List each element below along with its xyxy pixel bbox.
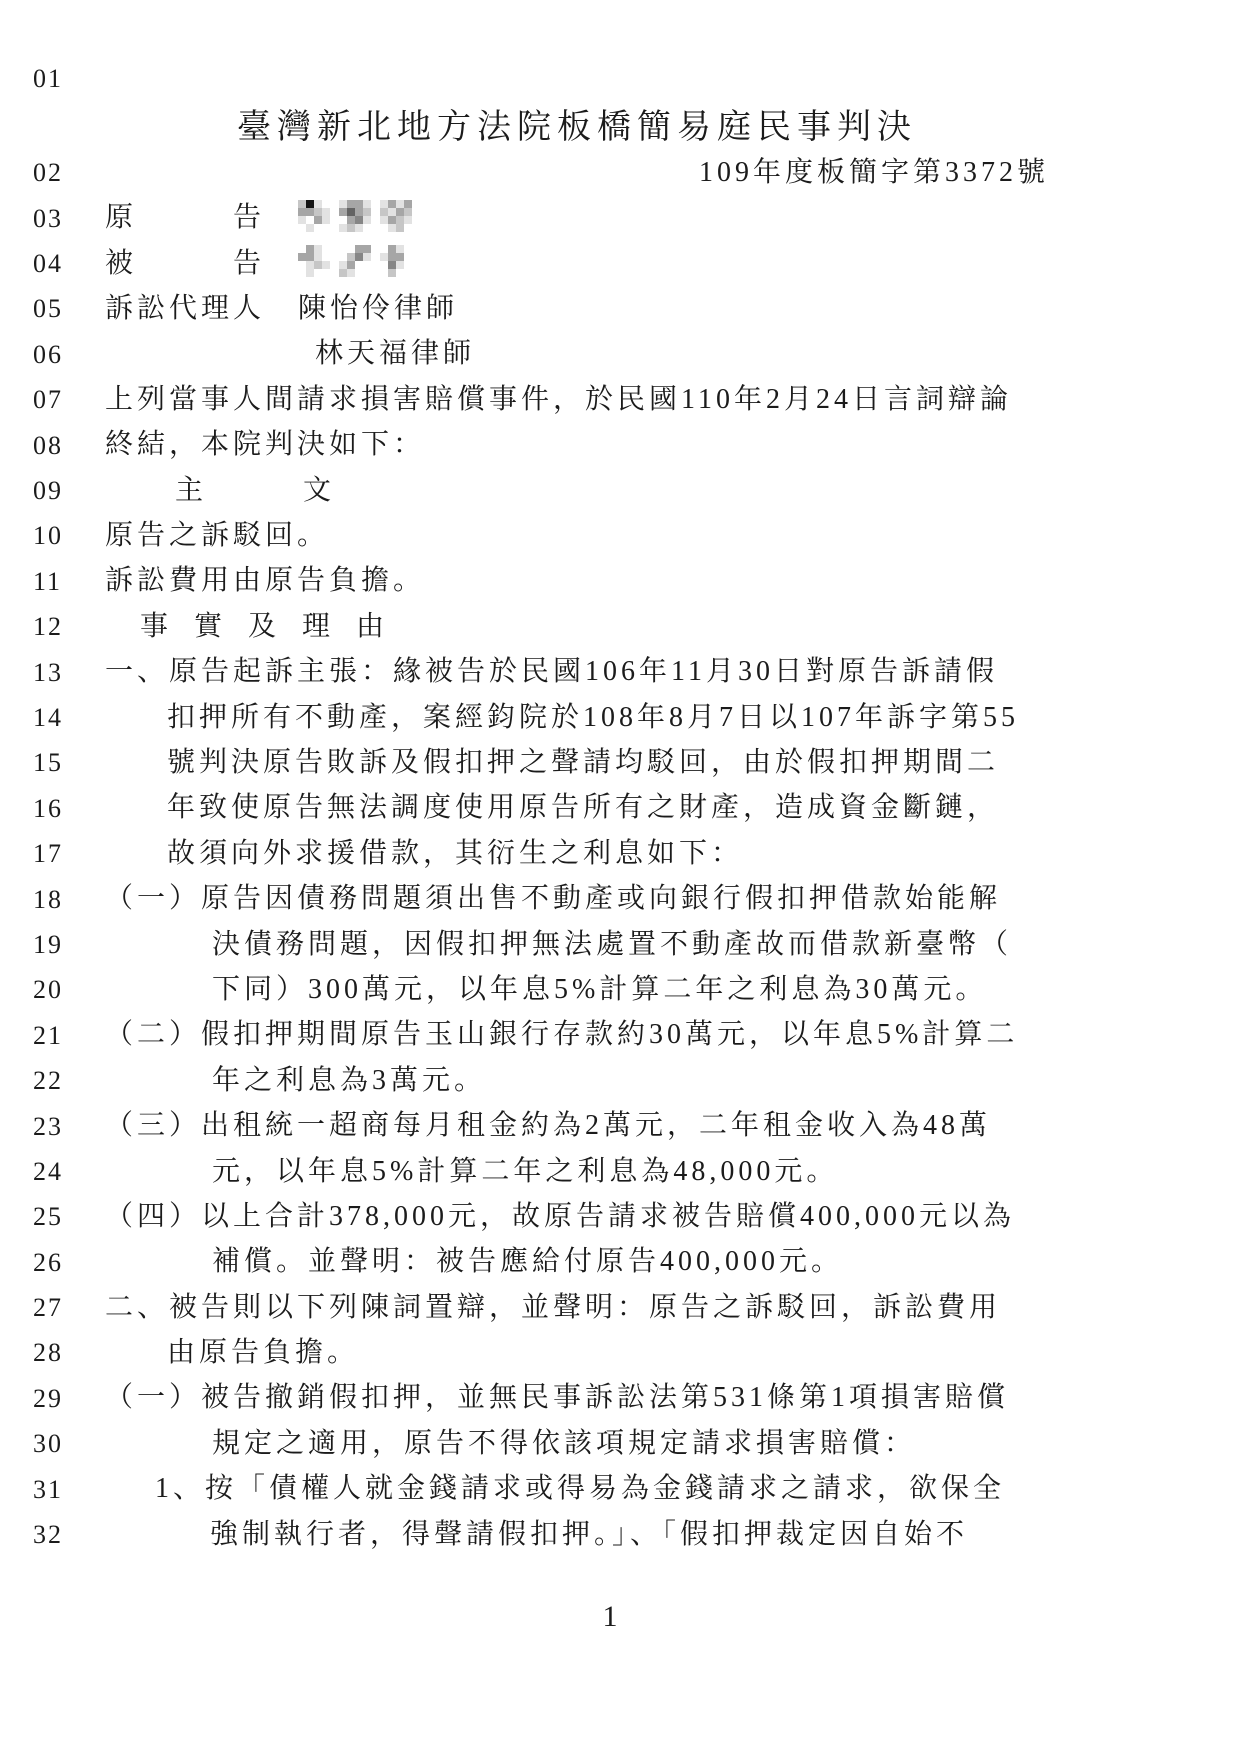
line-number: 05 <box>33 294 63 324</box>
line-text: （四）以上合計378,000元，故原告請求被告賠償400,000元以為 <box>105 1200 1016 1232</box>
line-number: 25 <box>33 1202 63 1232</box>
line-number: 10 <box>33 521 63 551</box>
line-number: 11 <box>33 566 63 596</box>
line-number: 19 <box>33 929 63 959</box>
line-number: 21 <box>33 1020 63 1050</box>
line-text: 故須向外求援借款，其衍生之利息如下： <box>167 837 744 869</box>
line-number: 32 <box>33 1520 63 1550</box>
line-text: （三）出租統一超商每月租金約為2萬元，二年租金收入為48萬 <box>105 1110 992 1142</box>
line-number: 26 <box>33 1247 63 1277</box>
line-text: 年之利息為3萬元。 <box>212 1064 487 1096</box>
line-number: 03 <box>33 203 63 233</box>
document-line <box>0 1240 1240 1285</box>
document-line <box>0 741 1240 786</box>
page-number: 1 <box>602 1600 618 1633</box>
line-text: 上列當事人間請求損害賠償事件，於民國110年2月24日言詞辯論 <box>105 383 1012 415</box>
line-number: 20 <box>33 975 63 1005</box>
document-line <box>0 1104 1240 1149</box>
plaintiff-label: 原 告 <box>105 202 266 234</box>
line-text: 補償。並聲明：被告應給付原告400,000元。 <box>212 1246 844 1278</box>
document-line <box>0 332 1240 377</box>
line-number: 06 <box>33 339 63 369</box>
defendant-label: 被 告 <box>105 247 266 279</box>
line-number: 31 <box>33 1474 63 1504</box>
document-line <box>0 1195 1240 1240</box>
agent-name: 陳怡伶律師 <box>298 293 459 325</box>
document-line <box>0 423 1240 468</box>
line-number: 18 <box>33 884 63 914</box>
line-number: 15 <box>33 748 63 778</box>
line-text: 由原告負擔。 <box>167 1337 360 1369</box>
document-line <box>0 605 1240 650</box>
line-number: 28 <box>33 1338 63 1368</box>
document-line <box>0 514 1240 559</box>
redacted-plaintiff-name <box>298 200 412 232</box>
document-line <box>0 695 1240 740</box>
line-number: 16 <box>33 793 63 823</box>
line-text: 扣押所有不動產，案經鈞院於108年8月7日以107年訴字第55 <box>167 701 1020 733</box>
document-line <box>0 62 1240 150</box>
document-line <box>0 468 1240 513</box>
line-number: 07 <box>33 385 63 415</box>
case-number: 109年度板簡字第3372號 <box>698 156 1049 188</box>
line-number: 04 <box>33 249 63 279</box>
line-text: 訴訟費用由原告負擔。 <box>105 565 426 597</box>
agent-label: 訴訟代理人 <box>105 293 266 325</box>
document-line <box>0 831 1240 876</box>
line-text: 年致使原告無法調度使用原告所有之財產，造成資金斷鏈， <box>167 792 1000 824</box>
line-text: （一）被告撤銷假扣押，並無民事訴訟法第531條第1項損害賠償 <box>105 1382 1010 1414</box>
facts-and-reasons-heading: 事 實 及 理 由 <box>140 610 389 642</box>
line-text: （二）假扣押期間原告玉山銀行存款約30萬元，以年息5%計算二 <box>105 1019 1019 1051</box>
line-number: 02 <box>33 158 63 187</box>
line-number: 22 <box>33 1066 63 1096</box>
defendant-row <box>105 249 1240 280</box>
document-line <box>0 1512 1240 1557</box>
document-line <box>0 287 1240 332</box>
document-line <box>0 968 1240 1013</box>
document-line <box>0 1422 1240 1467</box>
line-number: 08 <box>33 430 63 460</box>
line-text: 強制執行者，得聲請假扣押。」、「假扣押裁定因自始不 <box>210 1518 969 1550</box>
document-line <box>0 1467 1240 1512</box>
document-body <box>0 62 1240 1558</box>
document-line <box>0 1013 1240 1058</box>
line-number: 09 <box>33 476 63 506</box>
document-line <box>0 378 1240 423</box>
document-line <box>0 1149 1240 1194</box>
document-line <box>0 922 1240 967</box>
agent-name: 林天福律師 <box>315 338 476 370</box>
line-number: 27 <box>33 1293 63 1323</box>
line-number: 29 <box>33 1383 63 1413</box>
document-line <box>0 1058 1240 1103</box>
main-text-heading: 主 文 <box>175 474 336 506</box>
document-line <box>0 241 1240 286</box>
line-number: 24 <box>33 1156 63 1186</box>
line-text: 決債務問題，因假扣押無法處置不動產故而借款新臺幣（ <box>212 928 1013 960</box>
court-judgment-title: 臺灣新北地方法院板橋簡易庭民事判決 <box>237 108 917 146</box>
line-number: 17 <box>33 839 63 869</box>
line-text: 原告之訴駁回。 <box>105 520 330 552</box>
line-text: 號判決原告敗訴及假扣押之聲請均駁回，由於假扣押期間二 <box>167 746 1000 778</box>
document-line <box>0 786 1240 831</box>
document-line <box>0 650 1240 695</box>
document-line <box>0 877 1240 922</box>
document-line <box>0 1331 1240 1376</box>
document-line <box>0 196 1240 241</box>
line-text: 一、原告起訴主張：緣被告於民國106年11月30日對原告訴請假 <box>105 656 998 688</box>
line-number: 13 <box>33 657 63 687</box>
line-text: 元，以年息5%計算二年之利息為48,000元。 <box>212 1155 839 1187</box>
document-line <box>0 1285 1240 1330</box>
line-text: （一）原告因債務問題須出售不動產或向銀行假扣押借款始能解 <box>105 883 1002 915</box>
line-text: 終結，本院判決如下： <box>105 429 426 461</box>
line-number: 30 <box>33 1429 63 1459</box>
line-text: 二、被告則以下列陳詞置辯，並聲明：原告之訴駁回，訴訟費用 <box>105 1291 1002 1323</box>
line-number: 23 <box>33 1111 63 1141</box>
line-text: 規定之適用，原告不得依該項規定請求損害賠償： <box>212 1427 917 1459</box>
plaintiff-row <box>105 203 1240 234</box>
line-text: 1、按「債權人就金錢請求或得易為金錢請求之請求，欲保全 <box>155 1473 1006 1505</box>
line-number: 12 <box>33 612 63 642</box>
line-text: 下同）300萬元，以年息5%計算二年之利息為30萬元。 <box>212 973 988 1005</box>
redacted-defendant-name <box>298 245 412 277</box>
document-line <box>0 559 1240 604</box>
agent-row <box>105 294 1240 325</box>
document-line <box>0 150 1240 196</box>
line-number: 01 <box>33 64 63 93</box>
document-line <box>0 1376 1240 1421</box>
line-number: 14 <box>33 702 63 732</box>
